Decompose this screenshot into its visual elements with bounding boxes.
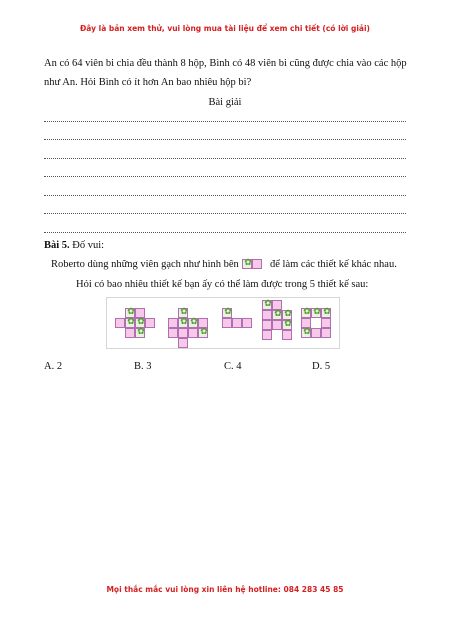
problem5-line2: Hỏi có bao nhiêu thiết kế bạn ấy có thể làm được trong 5 thiết kế sau: xyxy=(76,279,369,290)
green-tile xyxy=(321,308,331,318)
green-tile xyxy=(282,320,292,330)
pink-tile xyxy=(262,330,272,340)
pink-tile xyxy=(262,310,272,320)
pink-tile xyxy=(321,328,331,338)
answer-line xyxy=(44,232,406,233)
answer-line xyxy=(44,121,406,122)
pink-tile xyxy=(168,318,178,328)
green-tile xyxy=(125,318,135,328)
pink-tile xyxy=(188,328,198,338)
sample-tile-pair xyxy=(242,259,264,270)
green-tile xyxy=(135,328,145,338)
pink-tile xyxy=(252,259,262,269)
solution-heading: Bài giải xyxy=(208,97,242,108)
option-d[interactable]: D. 5 xyxy=(312,361,331,372)
pink-tile xyxy=(232,318,242,328)
pink-tile xyxy=(178,338,188,348)
pink-tile xyxy=(145,318,155,328)
problem5-line1-after: để làm các thiết kế khác nhau. xyxy=(270,259,397,270)
answer-line xyxy=(44,213,406,214)
green-tile xyxy=(311,308,321,318)
problem5-heading xyxy=(44,239,104,253)
pink-tile xyxy=(272,320,282,330)
problem5-label: Bài 5. xyxy=(44,240,70,251)
preview-notice: Đây là bản xem thử, vui lòng mua tài liệu để xem chi tiết (có lời giải) xyxy=(80,24,370,33)
option-c[interactable]: C. 4 xyxy=(224,361,242,372)
pink-tile xyxy=(311,328,321,338)
hotline-notice: Mọi thắc mắc vui lòng xin liên hệ hotline: 084 283 45 85 xyxy=(106,585,344,594)
answer-line xyxy=(44,195,406,196)
problem4-line1: An có 64 viên bi chia đều thành 8 hộp, Bình có 48 viên bi cũng được chia vào các hộp xyxy=(44,58,407,69)
option-b[interactable]: B. 3 xyxy=(134,361,152,372)
option-a[interactable]: A. 2 xyxy=(44,361,63,372)
answer-line xyxy=(44,176,406,177)
pink-tile xyxy=(222,318,232,328)
pink-tile xyxy=(321,318,331,328)
pink-tile xyxy=(242,318,252,328)
problem5-title: Đố vui: xyxy=(72,240,105,251)
answer-line xyxy=(44,139,406,140)
green-tile xyxy=(198,328,208,338)
problem5-line1-before: Roberto dùng những viên gạch như hình bên xyxy=(51,259,239,270)
green-tile xyxy=(301,308,311,318)
green-tile xyxy=(178,318,188,328)
pink-tile xyxy=(282,330,292,340)
pink-tile xyxy=(168,328,178,338)
green-tile xyxy=(222,308,232,318)
pink-tile xyxy=(115,318,125,328)
green-tile xyxy=(301,328,311,338)
pink-tile xyxy=(178,328,188,338)
green-tile xyxy=(242,259,252,269)
green-tile xyxy=(262,300,272,310)
pink-tile xyxy=(125,328,135,338)
answer-line xyxy=(44,158,406,159)
green-tile xyxy=(272,310,282,320)
green-tile xyxy=(188,318,198,328)
pink-tile xyxy=(262,320,272,330)
problem4-line2: như An. Hỏi Bình có ít hơn An bao nhiêu hộp bi? xyxy=(44,77,252,88)
